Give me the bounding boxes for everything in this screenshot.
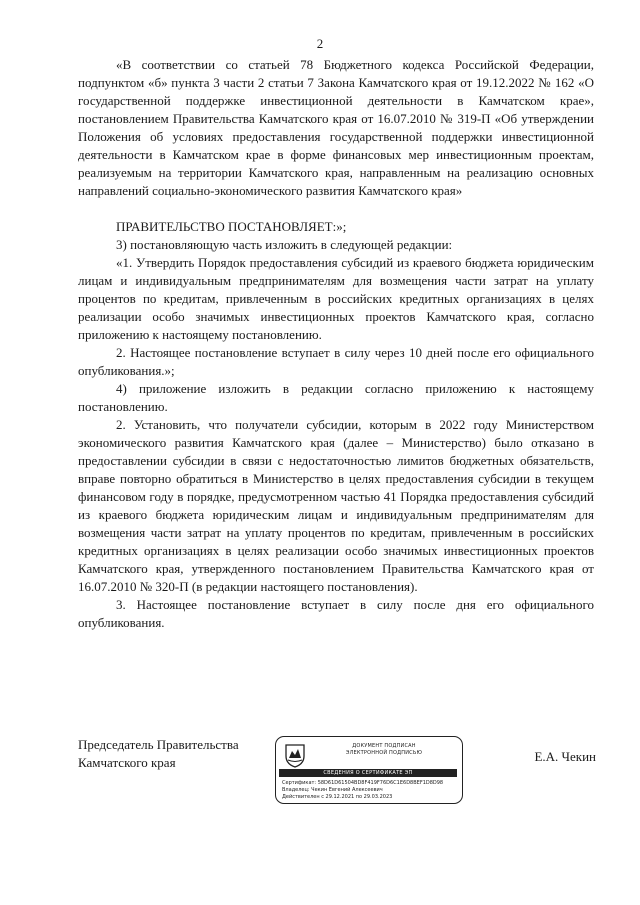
- preamble-paragraph: «В соответствии со статьей 78 Бюджетного кодекса Российской Федерации, подпунктом «б» пункта 3 части 2 статьи 7 Закона Камчатского края от 19.12.2022 № 162 «О государственной поддержке инвестиционной деятельности в Камчатском крае», постановлением Правительства Камчатского края от 16.07.2010 № 319-П «Об утверждении Положения об условиях предоставления государственной поддержки инвестиционной деятельности в Камчатском крае в форме финансовых мер инвестиционным проектам, реализуемым на территории Камчатского края, направленным на реализацию основных направлений социально-экономического развития Камчатского края»: [78, 57, 594, 198]
- list-item: «1. Утвердить Порядок предоставления субсидий из краевого бюджета юридическим лицам и индивидуальным предпринимателям для возмещения части затрат на уплату процентов по кредитам, привлеченным в российских кредитных организациях в целях реализации особо значимых инвестиционных проектов Камчатского края, согласно приложению к настоящему постановлению.: [78, 255, 594, 342]
- list-item: 3. Настоящее постановление вступает в силу после дня его официального опубликования.: [78, 597, 594, 630]
- stamp-header-line: ДОКУМЕНТ ПОДПИСАН: [352, 743, 416, 749]
- stamp-owner: Владелец: Чекин Евгений Алексеевич: [282, 787, 383, 793]
- list-item: 2. Настоящее постановление вступает в силу через 10 дней после его официального опубликования.»;: [78, 345, 594, 378]
- signer-position: [78, 736, 278, 772]
- signer-position-line: Председатель Правительства: [78, 737, 239, 752]
- page-number: 2: [316, 36, 324, 51]
- list-item: 2. Установить, что получатели субсидии, которым в 2022 году Министерством экономического развития Камчатского края (далее – Министерство) было отказано в предоставлении субсидии в связи с недостаточностью лимитов бюджетных обязательств, вправе повторно обратиться в Министерство в целях предоставления субсидии в текущем финансовом году в порядке, предусмотренном частью 41 Порядка предоставления субсидий из краевого бюджета юридическим лицам и индивидуальным предпринимателям для возмещения части затрат на уплату процентов по кредитам, привлеченным в российских кредитных организациях в целях реализации особо значимых инвестиционных проектов Камчатского края, утвержденного постановлением Правительства Камчатского края от 16.07.2010 № 320-П (в редакции настоящего постановления).: [78, 417, 594, 594]
- signature-block: [78, 736, 596, 806]
- signer-position-line: Камчатского края: [78, 755, 176, 770]
- signer-name: Е.А. Чекин: [534, 749, 596, 764]
- stamp-certificate-title: СВЕДЕНИЯ О СЕРТИФИКАТЕ ЭП: [279, 769, 457, 777]
- list-item: 4) приложение изложить в редакции согласно приложению к настоящему постановлению.: [78, 381, 594, 414]
- electronic-signature-stamp: [275, 736, 463, 804]
- list-item: 3) постановляющую часть изложить в следующей редакции:: [116, 237, 453, 252]
- document-body: [78, 56, 594, 632]
- stamp-certificate-number: Сертификат: 58D61D61504BD8F419F76D6C1E6D8BEF1D8D98: [282, 780, 444, 786]
- stamp-validity: Действителен с 29.12.2021 по 29.03.2023: [282, 794, 393, 800]
- stamp-header-line: ЭЛЕКТРОННОЙ ПОДПИСЬЮ: [345, 750, 423, 756]
- stamp-header: [312, 743, 456, 757]
- resolution-heading: ПРАВИТЕЛЬСТВО ПОСТАНОВЛЯЕТ:»;: [116, 219, 347, 234]
- coat-of-arms-icon: [282, 741, 308, 769]
